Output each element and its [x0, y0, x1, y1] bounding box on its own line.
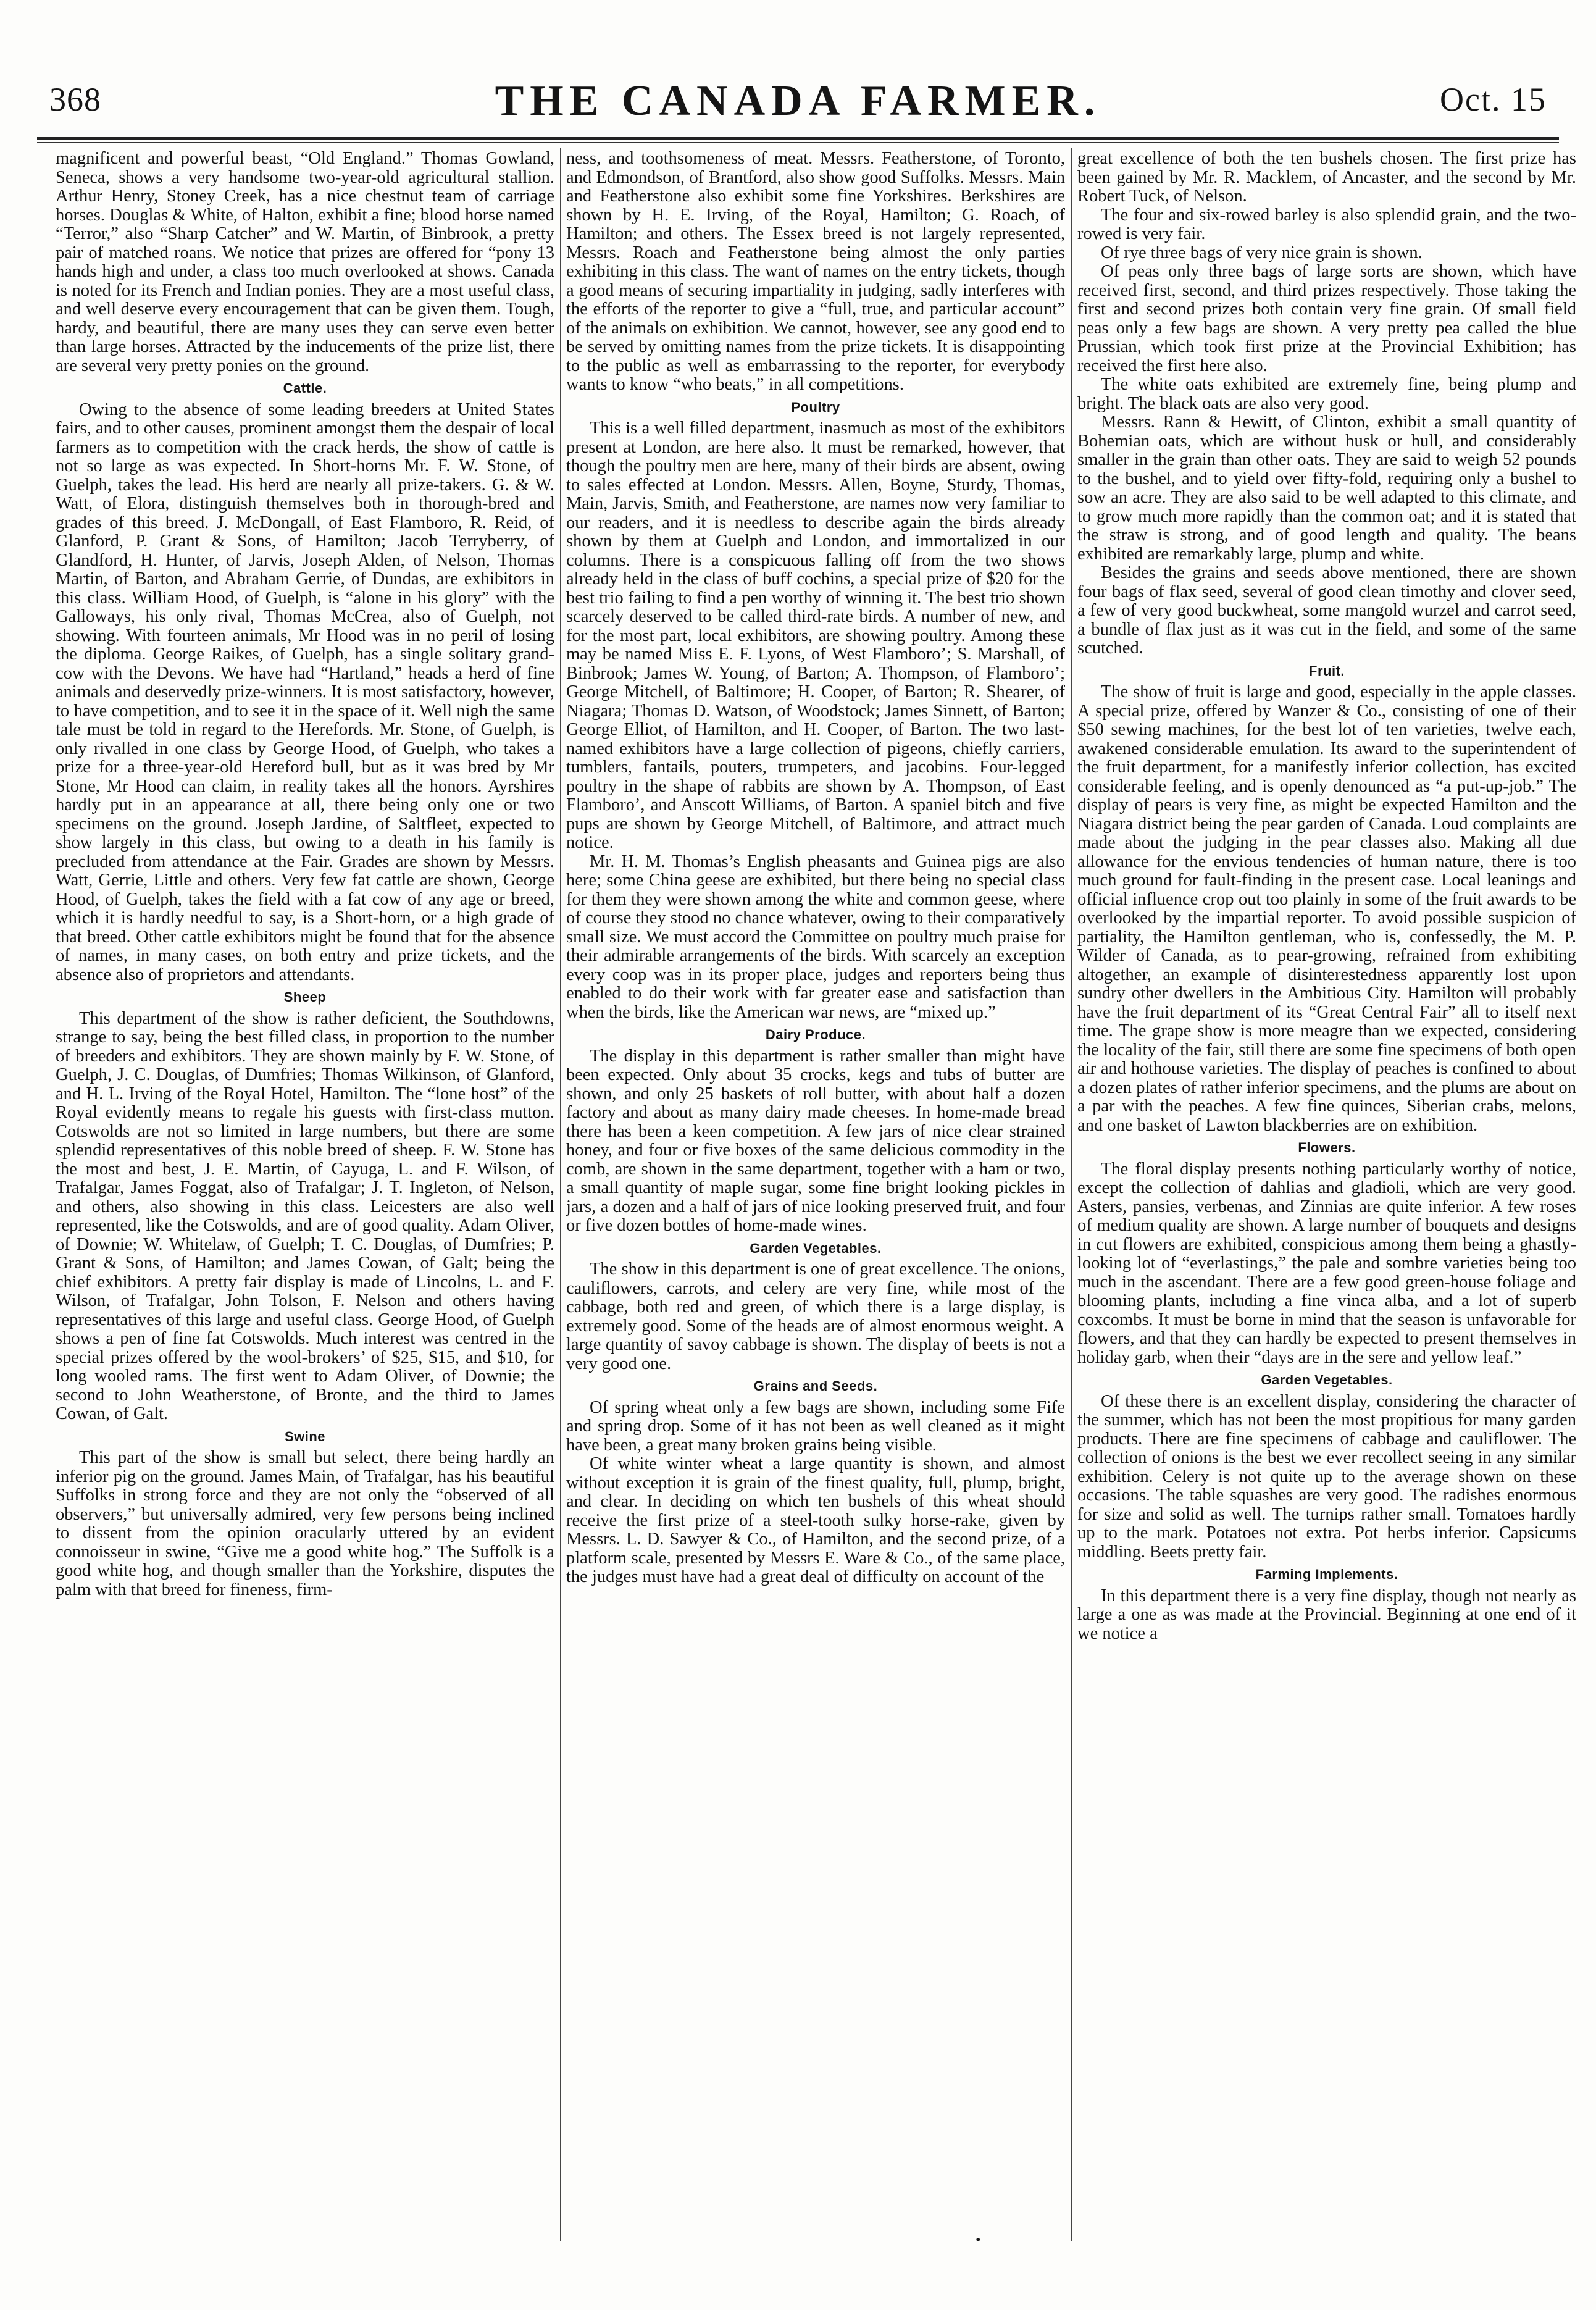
- paragraph: magnificent and powerful beast, “Old England.” Thomas Gowland, Seneca, shows a very handsome two-year-old agricultural stallion. Arthur Henry, Stoney Creek, has a nice chestnut team of carriage horses. Douglas & White, of Halton, exhibit a fine; blood horse named “Terror,” also “Sharp Catcher” and W. Martin, of Binbrook, a pretty pair of matched roans. We notice that prizes are offered for “pony 13 hands high and under, a class too much overlooked at shows. Canada is noted for its French and Indian ponies. They are a most useful class, and well deserve every encouragement that can be given them. Tough, hardy, and beautiful, there are many uses they can serve even better than large horses. Attracted by the inducements of the prize list, there are several very pretty ponies on the ground.: [56, 149, 554, 375]
- page-number: 368: [49, 81, 101, 118]
- section-heading: Swine: [284, 1428, 326, 1444]
- section-heading: Flowers.: [1298, 1140, 1356, 1155]
- paragraph: In this department there is a very fine display, though not nearly as large a one as was made at the Provincial. Beginning at one end of it we notice a: [1077, 1586, 1576, 1643]
- page-header: [37, 77, 1559, 130]
- newspaper-title: THE CANADA FARMER.: [495, 77, 1101, 125]
- section-heading: Cattle.: [283, 380, 327, 396]
- paragraph: Of these there is an excellent display, considering the character of the summer, which has not been the most propitious for many garden products. There are fine specimens of cabbage and cauliflower. The collection of onions is the best we ever recollect seeing in any similar exhibition. Celery is not quite up to the average shown on these occasions. The table squashes are very good. The radishes enormous for size and solid as well. The turnips rather small. Tomatoes hardly up to the mark. Potatoes not extra. Pot herbs inferior. Capsicums middling. Beets pretty fair.: [1077, 1391, 1576, 1562]
- paragraph: Besides the grains and seeds above mentioned, there are shown four bags of flax seed, several of good clean timothy and clover seed, a few of very good buckwheat, some mangold wurzel and carrot seed, a bundle of flax just as it was cut in the field, and some of the same scutched.: [1077, 563, 1576, 658]
- paragraph: The white oats exhibited are extremely fine, being plump and bright. The black oats are also very good.: [1077, 375, 1576, 413]
- paragraph: The four and six-rowed barley is also splendid grain, and the two-rowed is very fair.: [1077, 205, 1576, 243]
- column-divider: [560, 148, 561, 2241]
- section-heading: Dairy Produce.: [765, 1027, 866, 1042]
- paragraph: Messrs. Rann & Hewitt, of Clinton, exhibit a small quantity of Bohemian oats, which are without husk or hull, and considerably smaller in the grain than other oats. They are said to weigh 52 pounds to the bushel, and to yield over fifty-fold, requiring only a bushel to sow an acre. They are also said to be well adapted to this climate, and to grow much more rapidly than the common oat; and it is stated that the straw is strong, and of good length and quality. The beans exhibited are remarkably large, plump and white.: [1077, 412, 1576, 564]
- paragraph: Of rye three bags of very nice grain is shown.: [1101, 243, 1423, 262]
- printer-mark: •: [976, 2232, 981, 2248]
- paragraph: Of peas only three bags of large sorts are shown, which have received first, second, and third prizes respectively. Those taking the first and second prizes both contain very fine grain. Of small field peas only a few bags are shown. A very pretty pea called the blue Prussian, which took first prize at the Provincial Exhibition; has received the first here also.: [1077, 262, 1576, 375]
- column-divider: [1071, 148, 1072, 2241]
- column-1: [56, 149, 554, 2237]
- section-heading: Sheep: [283, 989, 327, 1005]
- paragraph: The display in this department is rather smaller than might have been expected. Only about 35 crocks, kegs and tubs of butter are shown, and only 25 baskets of roll butter, with about half a dozen factory and about as many dairy made cheeses. In home-made bread there has been a keen competition. A few jars of nice clear strained honey, and four or five boxes of the same delicious commodity in the comb, are shown in the same department, together with a ham or two, a small quantity of maple sugar, some fine bright looking pickles in jars, a dozen and a half of jars of nice looking preserved fruit, and four or five dozen bottles of home-made wines.: [566, 1046, 1065, 1235]
- section-heading: Garden Vegetables.: [1261, 1372, 1393, 1387]
- paragraph: Owing to the absence of some leading breeders at United States fairs, and to other causes, prominent amongst them the despair of local farmers as to competition with the crack herds, the show of cattle is not so large as was expected. In Short-horns Mr. F. W. Stone, of Guelph, takes the lead. His herd are nearly all prize-takers. G. & W. Watt, of Elora, distinguish themselves both in thorough-bred and grades of this breed. J. McDongall, of East Flamboro, R. Reid, of Glanford, P. Grant & Sons, of Hamilton; Jacob Terryberry, of Glandford, H. Hunter, of Jarvis, Joseph Alden, of Nelson, Thomas Martin, of Barton, and Abraham Gerrie, of Dundas, are exhibitors in this class. William Hood, of Guelph, is “alone in his glory” with the Galloways, his only rival, Thomas McCrea, also of Guelph, not showing. With fourteen animals, Mr Hood was in no peril of losing the diploma. George Raikes, of Guelph, has a single solitary grand-cow with the Devons. We have had “Hartland,” heads a herd of fine animals and deservedly prize-winners. It is most satisfactory, however, to have competition, and to see it in the space of it. Well nigh the same tale must be told in regard to the Herefords. Mr. Stone, of Guelph, is only rivalled in one class by George Hood, of Guelph, who takes a prize for a three-year-old Hereford bull, but as it was bred by Mr Stone, Mr Hood can claim, in reality takes all the honors. Ayrshires hardly put in an appearance at all, there being only one or two specimens on the ground. Joseph Jardine, of Saltfleet, expected to show largely in this class, but owing to a death in his family is precluded from attendance at the Fair. Grades are shown by Messrs. Watt, Gerrie, Little and others. Very few fat cattle are shown, George Hood, of Guelph, takes the field with a fat cow of any age or breed, which it is hardly needful to say, is a Short-horn, or a high grade of that breed. Other cattle exhibitors might be found that for the absence of names, in many cases, on both entry and prize tickets, and the absence also of proprietors and attendants.: [56, 400, 554, 984]
- section-heading: Poultry: [791, 399, 840, 415]
- column-2: [566, 149, 1065, 2237]
- paragraph: This is a well filled department, inasmuch as most of the exhibitors present at London, are here also. It must be remarked, however, that though the poultry men are here, many of their birds are absent, owing to sales effected at London. Messrs. Allen, Boyne, Sturdy, Thomas, Main, Jarvis, Smith, and Featherstone, are names now very familiar to our readers, and it is needless to describe again the birds already shown by them at Guelph and London, and immortalized in our columns. There is a conspicuous falling off from the two shows already held in the class of buff cochins, a special prize of $20 for the best trio failing to find a pen worthy of winning it. The best trio shown scarcely deserved to be called third-rate birds. A number of new, and for the most part, local exhibitors, are showing poultry. Among these may be named Miss E. F. Lyons, of West Flamboro’; S. Marshall, of Binbrook; James W. Young, of Barton; A. Thompson, of Flamboro’; George Mitchell, of Baltimore; H. Cooper, of Barton; R. Shearer, of Niagara; Thomas D. Watson, of Woodstock; James Sinnett, of Barton; George Elliot, of Hamilton, and H. Cooper, of Barton. The two last-named exhibitors have a large collection of pigeons, chiefly carriers, tumblers, fantails, pouters, trumpeters, and jacobins. Four-legged poultry in the shape of rabbits are shown by A. Thompson, of East Flamboro’, and Anscott Williams, of Barton. A spaniel bitch and five pups are shown by George Mitchell, of Baltimore, and attract much notice.: [566, 419, 1065, 852]
- paragraph: This part of the show is small but select, there being hardly an inferior pig on the ground. James Main, of Trafalgar, has his beautiful Suffolks in strong force and they are not only the “observed of all observers,” but universally admired, very few persons being inclined to dissent from the opinion oracularly uttered by an evident connoisseur in swine, “Give me a good white hog.” The Suffolk is a good white hog, and though smaller than the Yorkshire, disputes the palm with that breed for fineness, firm-: [56, 1448, 554, 1599]
- paragraph: ness, and toothsomeness of meat. Messrs. Featherstone, of Toronto, and Edmondson, of Brantford, also show good Suffolks. Messrs. Main and Featherstone also exhibit some fine Yorkshires. Berkshires are shown by H. E. Irving, of the Royal, Hamilton; G. Roach, of Hamilton; and others. The Essex breed is not largely represented, Messrs. Roach and Featherstone being almost the only parties exhibiting in this class. The want of names on the entry tickets, though a good means of securing impartiality in judging, sadly interferes with the efforts of the reporter to give a “full, true, and particular account” of the animals on exhibition. We cannot, however, see any good end to be served by omitting names from the prize tickets. It is disappointing to the public as well as embarrassing to the reporter, for everybody wants to know “who beats,” in all competitions.: [566, 149, 1065, 394]
- section-heading: Farming Implements.: [1255, 1567, 1398, 1582]
- paragraph: Of spring wheat only a few bags are shown, including some Fife and spring drop. Some of it has not been as well cleaned as it might have been, a great many broken grains being visible.: [566, 1397, 1065, 1455]
- paragraph: Of white winter wheat a large quantity is shown, and almost without exception it is grain of the finest quality, full, plump, bright, and clear. In deciding on which ten bushels of this wheat should receive the first prize of a steel-tooth sulky horse-rake, given by Messrs. L. D. Sawyer & Co., of Hamilton, and the second prize, of a platform scale, presented by Messrs E. Ware & Co., of the same place, the judges must have had a great deal of difficulty on account of the: [566, 1454, 1065, 1586]
- section-heading: Grains and Seeds.: [753, 1378, 878, 1394]
- section-heading: Garden Vegetables.: [750, 1240, 882, 1256]
- paragraph: great excellence of both the ten bushels chosen. The first prize has been gained by Mr. R. Macklem, of Ancaster, and the second by Mr. Robert Tuck, of Nelson.: [1077, 149, 1576, 206]
- section-heading: Fruit.: [1309, 663, 1345, 679]
- column-3: [1077, 149, 1576, 2237]
- paragraph: The show in this department is one of great excellence. The onions, cauliflowers, carrots, and celery are very fine, while most of the cabbage, both red and green, of which there is a large display, is extremely good. Some of the heads are of almost enormous weight. A large quantity of savoy cabbage is shown. The display of beets is not a very good one.: [566, 1260, 1065, 1373]
- header-rule-thin: [37, 142, 1559, 143]
- issue-date: Oct. 15: [1440, 81, 1547, 118]
- paragraph: This department of the show is rather deficient, the Southdowns, strange to say, being the best filled class, in proportion to the number of breeders and exhibitors. They are shown mainly by F. W. Stone, of Guelph, J. C. Douglas, of Dumfries; Thomas Wilkinson, of Glanford, and H. L. Irving of the Royal Hotel, Hamilton. The “lone host” of the Royal evidently means to regale his guests with first-class mutton. Cotswolds are not so limited in large numbers, but there are some splendid representatives of this noble breed of sheep. F. W. Stone has the most and best, J. E. Martin, of Cayuga, L. and F. Wilson, of Trafalgar, James Foggat, also of Trafalgar; J. T. Ingleton, of Nelson, and others, also showing in this class. Leicesters are also well represented, like the Cotswolds, and are of good quality. Adam Oliver, of Downie; W. Whitelaw, of Guelph; T. C. Douglas, of Dumfries; P. Grant & Sons, of Hamilton; and James Cowan, of Galt; being the chief exhibitors. A pretty fair display is made of Lincolns, L. and F. Wilson, of Trafalgar, John Tolson, F. Nelson and others having representatives of this large and useful class. George Hood, of Guelph shows a pen of fine fat Cotswolds. Much interest was centred in the special prizes offered by the wool-brokers’ of $25, $15, and $10, for long wooled rams. The first went to Adam Oliver, of Downie; the second to John Weatherstone, of Bronte, and the third to James Cowan, of Galt.: [56, 1008, 554, 1423]
- paragraph: Mr. H. M. Thomas’s English pheasants and Guinea pigs are also here; some China geese are exhibited, but there being no special class for them they were shown among the white and common geese, where of course they stood no chance whatever, owing to their comparatively small size. We must accord the Committee on poultry much praise for their admirable arrangements of the birds. With scarcely an exception every coop was in its proper place, judges and reporters being thus enabled to do their work with far greater ease and satisfaction than when the birds, like the American war news, are “mixed up.”: [566, 852, 1065, 1022]
- paragraph: The show of fruit is large and good, especially in the apple classes. A special prize, offered by Wanzer & Co., consisting of one of their $50 sewing machines, for the best lot of ten varieties, twelve each, awakened considerable emulation. Its award to the superintendent of the fruit department, for a manifestly inferior collection, has excited considerable feeling, and is openly denounced as “a put-up-job.” The display of pears is very fine, as might be expected Hamilton and the Niagara district being the pear garden of Canada. Loud complaints are made about the judging in the pear classes also. Making all due allowance for the envious tendencies of human nature, there is too much ground for fault-finding in the present case. Local leanings and official influence crop out too plainly in some of the fruit awards to be overlooked by the impartial reporter. To avoid possible suspicion of partiality, the Hamilton gentleman, who is, confessedly, the M. P. Wilder of Canada, as to pear-growing, refrained from exhibiting altogether, an example of disinterestedness apparently lost upon sundry other dwellers in the Ambitious City. Hamilton will probably have the fruit department of its “Great Central Fair” all to itself next time. The grape show is more meagre than we expected, considering the locality of the fair, still there are some fine specimens of both open air and hothouse varieties. The display of peaches is confined to about a dozen plates of rather inferior specimens, and the plums are about on a par with the peaches. A few fine quinces, Siberian crabs, melons, and one basket of Lawton blackberries are on exhibition.: [1077, 682, 1576, 1135]
- paragraph: The floral display presents nothing particularly worthy of notice, except the collection of dahlias and gladioli, which are very good. Asters, pansies, verbenas, and Zinnias are quite inferior. A few roses of medium quality are shown. A large number of bouquets and designs in cut flowers are exhibited, conspicious among them being a ghastly-looking lot of “everlastings,” the pale and sombre varieties being too much in the ascendant. There are a few good green-house foliage and blooming plants, including a fine vinca alba, and a lot of superb coxcombs. It must be borne in mind that the season is unfavorable for flowers, and that they can hardly be expected to present themselves in holiday garb, when their “days are in the sere and yellow leaf.”: [1077, 1159, 1576, 1367]
- header-rule: [37, 137, 1559, 140]
